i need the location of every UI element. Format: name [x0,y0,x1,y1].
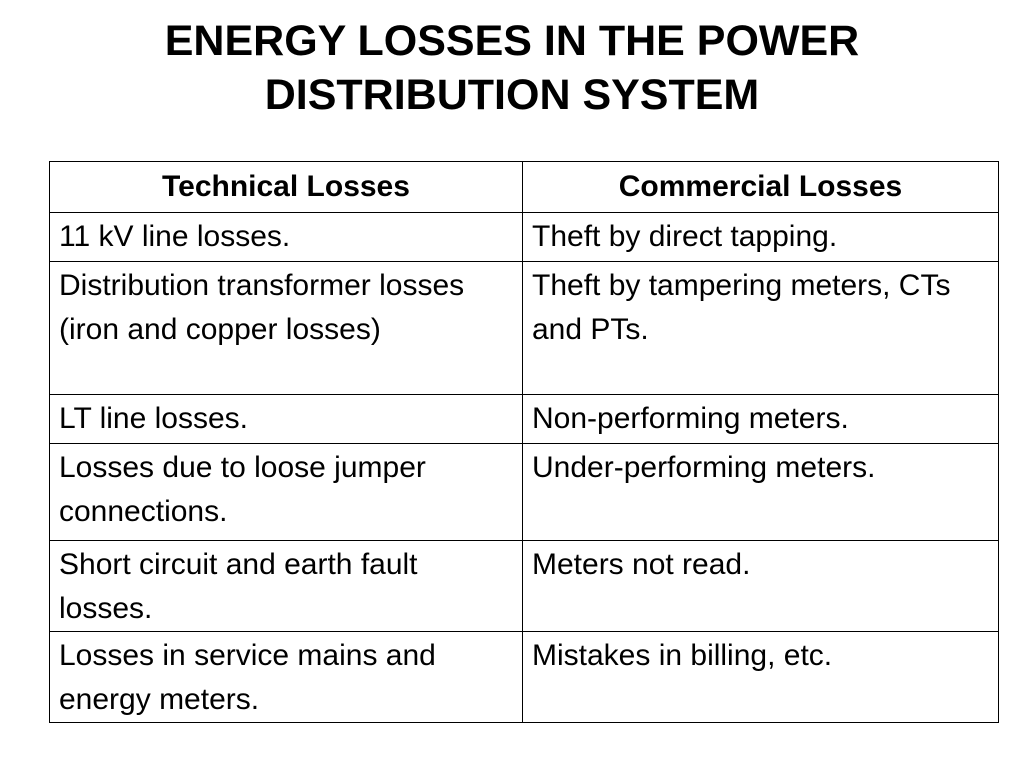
technical-loss-cell: 11 kV line losses. [50,213,523,262]
technical-loss-cell: Distribution transformer losses (iron and copper losses) [50,262,523,395]
table-row [50,395,999,444]
losses-table [49,161,999,723]
technical-loss-cell: Short circuit and earth fault losses. [50,541,523,632]
commercial-loss-cell: Meters not read. [523,541,999,632]
header-commercial-losses: Commercial Losses [523,162,999,213]
technical-loss-cell: Losses due to loose jumper connections. [50,444,523,541]
commercial-loss-cell: Mistakes in billing, etc. [523,632,999,723]
title-line-2: DISTRIBUTION SYSTEM [264,71,760,119]
table-row [50,541,999,632]
table-row [50,262,999,395]
table-row [50,444,999,541]
table-row [50,632,999,723]
technical-loss-cell: LT line losses. [50,395,523,444]
commercial-loss-cell: Non-performing meters. [523,395,999,444]
title-line-1: ENERGY LOSSES IN THE POWER [164,17,860,65]
slide-title [0,14,1024,122]
header-technical-losses: Technical Losses [50,162,523,213]
technical-loss-cell: Losses in service mains and energy meters. [50,632,523,723]
commercial-loss-cell: Theft by direct tapping. [523,213,999,262]
commercial-loss-cell: Theft by tampering meters, CTs and PTs. [523,262,999,395]
table-header-row [50,162,999,213]
commercial-loss-cell: Under-performing meters. [523,444,999,541]
table-row [50,213,999,262]
